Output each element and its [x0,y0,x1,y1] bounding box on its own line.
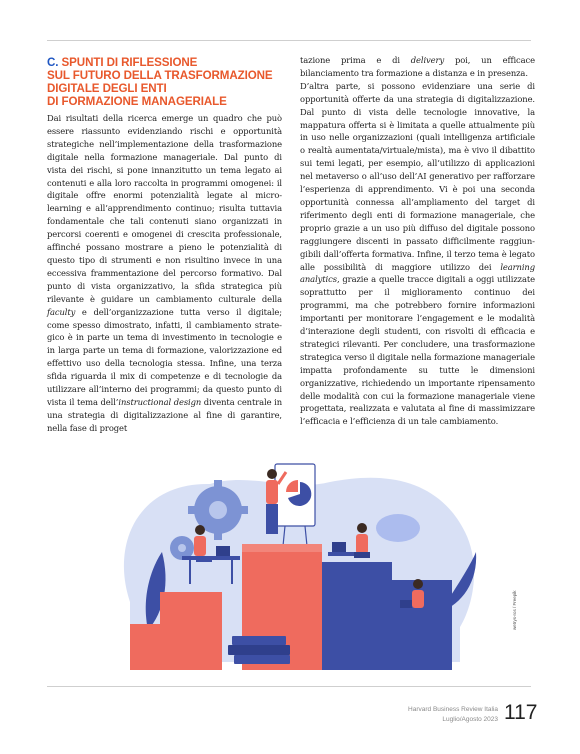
books-stack [228,636,290,664]
heading-line-2: SUL FUTURO DELLA TRASFORMAZIONE [47,69,273,82]
left-column [47,56,282,435]
decorative-bubble [376,514,420,542]
top-rule [47,40,531,41]
heading-line-3: DIGITALE DEGLI ENTI [47,82,167,95]
footer-issue: Luglio/Agosto 2023 [442,716,498,723]
section-letter: C. [47,56,59,69]
elearning-illustration [100,452,482,674]
right-column [300,54,535,428]
section-heading [47,56,282,108]
page-number: 117 [504,701,538,724]
right-paragraph-1: tazione prima e di delivery poi, un efficace bilanciamento tra formazione a distanza e in presenza. [300,55,535,78]
podium-right [322,562,392,670]
footer-publication: Harvard Business Review Italia [408,706,498,713]
illustration-credit: wetrys-ros / Freepik [512,590,517,630]
heading-line-4: DI FORMAZIONE MANAGERIALE [47,95,227,108]
podium-base-left [130,624,194,670]
bottom-rule [47,686,531,687]
left-paragraph: Dai risultati della ricerca emerge un quadro che può essere riassunto evidenziando rischi e opportunità strategiche nell’implementazione della trasformazione digitale nella formazione manageriale. Dal punto di vista dei rischi, si pone innanzitutto un tema legato ai contenuti e alla loro raccolta in programmi omogenei: il digitale offre enormi potenzialità legate al micro-learning e all’apprendimento continuo; risulta tuttavia fondamentale che tali contenuti siano organizzati in percorsi coerenti e omogenei di crescita professionale, affinché possano mostrare a pieno le potenzialità di questo tipo di strumenti e non risultino invece in una eccessiva frammentazione del percorso formativo. Dal punto di vista organizzativo, la sfida strategica più rilevante è guidare un cambiamento culturale della faculty e dell’organizzazione tutta verso il digitale; come spesso dimostrato, infatti, il cambiamento strategico è in parte un tema di investimento in tecnologie e in larga parte un tema di formazione, valorizzazione ed effettivo uso della tecnologia stessa. Infine, una terza sfida riguarda il mix di competenze e di tecnologie da utilizzare all’interno dei programmi; da questo punto di vista il tema dell’instructional design diventa centrale in una strategia di digitalizzazione al fine di garantire, nella fase di proget [47,113,283,433]
heading-line-1: SPUNTI DI RIFLESSIONE [61,56,198,69]
right-paragraph-2: D’altra parte, si possono evidenziare una serie di opportunità offerte da una strategia di digitalizzazione. Dal punto di vista delle tecnologie innovative, la mappatura offerta si è limitata a quelle attualmente più in uso nelle organizzazioni (quali intelligenza artificiale o realtà aumentata/virtuale/mista), ma è vivo il dibattito sui temi legati, per esempio, all’utilizzo di applicazioni nel metaverso o all’uso dell’AI generativo per rafforzare l’esperienza di apprendimento. Vi è poi una seconda opportunità connessa all’ampliamento del target di riferimento degli enti di formazione manageriale, che proprio grazie a un uso più diffuso del digitale possono raggiungere discenti in passato difficilmente raggiungibili dall’offerta formativa. Infine, il terzo tema è legato alle possibilità di maggiore utilizzo dei learning analytics, grazie a quelle tracce digitali a oggi utilizzate soprattutto per il miglioramento continuo dei programmi, ma che potrebbero fornire informazioni importanti per monitorare l’engagement e le modalità d’interazione degli studenti, con risvolti di efficacia e strategici rilevanti. Per concludere, una trasformazione strategica verso il digitale nella formazione manageriale impatta profondamente su tutte le dimensioni organizzative, richiedendo un importante ripensamento delle modalità con cui la formazione manageriale viene progettata, realizzata e valutata al fine di massimizzare l’efficacia e l’efficienza di un tale cambiamento. [300,80,535,427]
